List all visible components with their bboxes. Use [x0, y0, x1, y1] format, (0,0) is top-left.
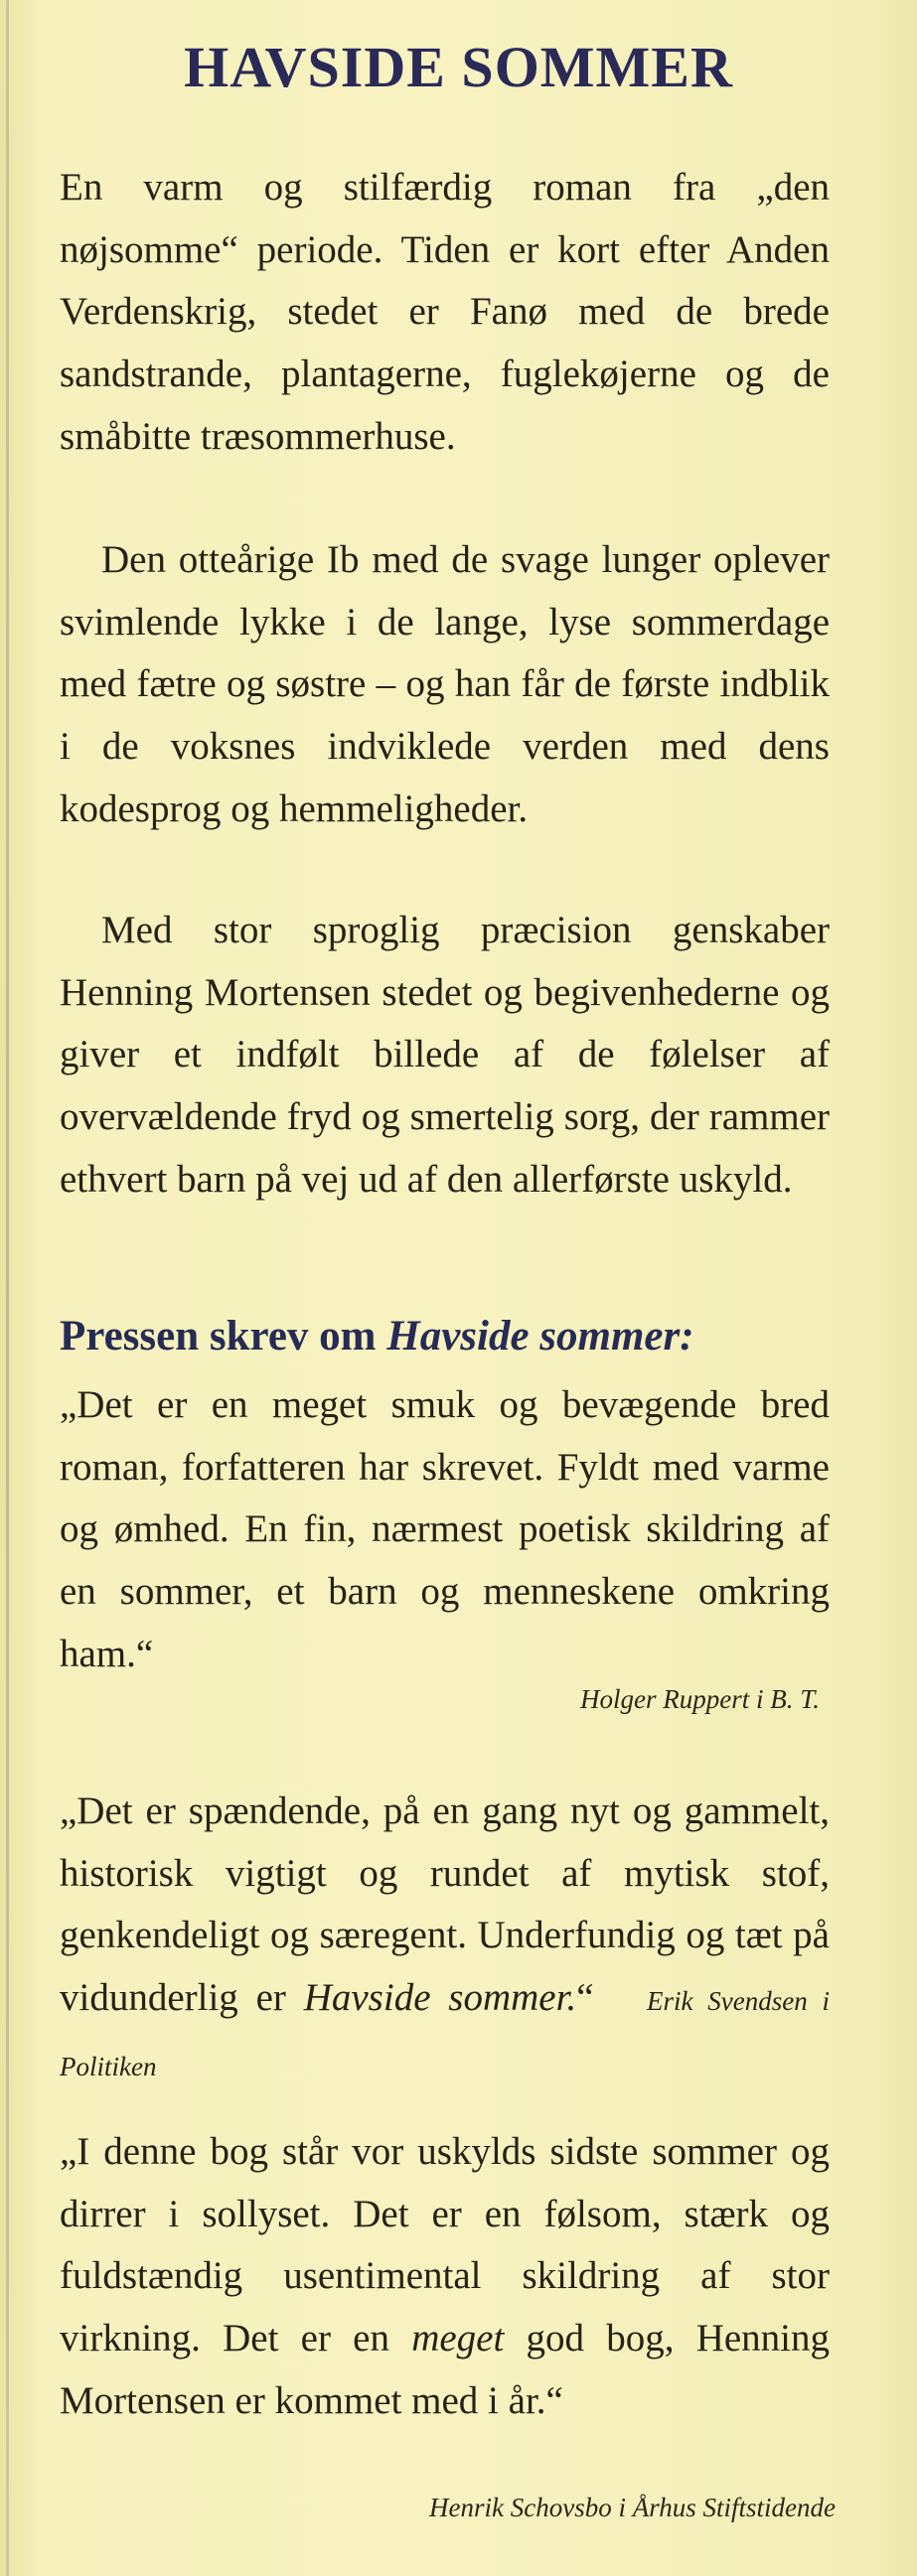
press-heading-prefix: Pressen skrev om: [60, 1313, 387, 1360]
description-paragraph-2: Den otteårige Ib med de svage lunger oplever svimlende lykke i de lange, lyse sommerdage med fætre og søstre – og han får de første indblik i de voksnes indviklede verden med dens kodesprog og hemmeligheder.: [60, 538, 830, 830]
press-quote-2-attribution: Erik Svendsen i Politiken: [60, 1986, 831, 2081]
press-quote-2-close: “: [576, 1976, 594, 2020]
press-quote-3-text: „I denne bog står vor uskylds sidste sommer og dirrer i sollyset. Det er en følsom, stærk og fuldstændig usentimental skildring af stor virkning. Det er en: [60, 2130, 830, 2361]
press-heading: [60, 1307, 854, 1366]
press-quote-3-emphasis: meget: [411, 2317, 505, 2361]
press-quote-2-text: „Det er spændende, på en gang nyt og gammelt, historisk vigtigt og rundet af mytisk stof, genkendeligt og særegent. Underfundig og tæt på vidunderlig er: [60, 1789, 830, 2020]
press-quote-3: [60, 2121, 830, 2433]
press-heading-book-title: Havside sommer:: [386, 1313, 694, 1360]
page-edge-line: [6, 0, 9, 2576]
press-quote-1-attribution: Holger Ruppert i B. T.: [580, 1684, 820, 1714]
description-paragraph-1: En varm og stilfærdig roman fra „den nøjsomme“ periode. Tiden er kort efter Anden Verdenskrig, stedet er Fanø med de brede sandstrande, plantagerne, fuglekøjerne og de småbitte træsommerhuse.: [60, 166, 830, 458]
press-quote-2: [60, 1781, 830, 2098]
press-quote-1: „Det er en meget smuk og bevægende bred roman, forfatteren har skrevet. Fyldt med varme og ømhed. En fin, nærmest poetisk skildring af en sommer, et barn og menneskene omkring ham.“: [60, 1383, 830, 1675]
press-quote-2-book-title: Havside sommer.: [303, 1976, 577, 2020]
press-quote-3-attribution: Henrik Schovsbo i Århus Stiftstidende: [429, 2493, 836, 2522]
book-title: HAVSIDE SOMMER: [184, 35, 733, 99]
press-quote-3-text-end: god bog, Henning Mortensen er kommet med i år.“: [60, 2317, 831, 2422]
description-paragraph-3: Med stor sproglig præcision genskaber Henning Mortensen stedet og begivenhederne og giver et indfølt billede af de følelser af overvældende fryd og smertelig sorg, der rammer ethvert barn på vej ud af den allerførste uskyld.: [60, 909, 830, 1201]
